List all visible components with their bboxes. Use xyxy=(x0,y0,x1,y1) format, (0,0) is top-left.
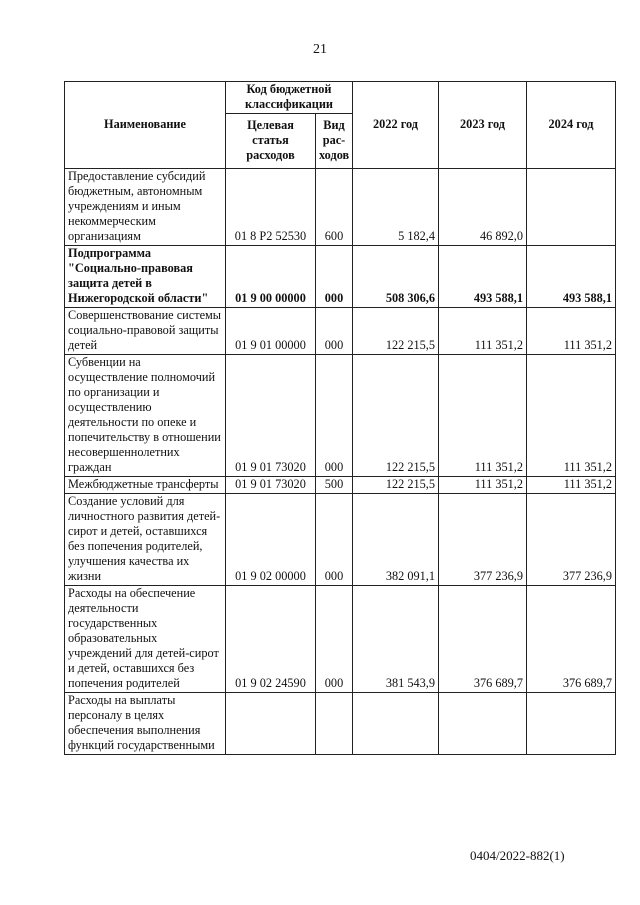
row-expense-type: 000 xyxy=(316,494,353,586)
row-expense-type xyxy=(316,693,353,755)
row-name: Расходы на выплаты персоналу в целях обеспечения выполнения функций государственными xyxy=(65,693,226,755)
header-code-group: Код бюджетной классификации xyxy=(226,82,353,114)
table-row xyxy=(65,586,616,693)
table-row xyxy=(65,246,616,308)
row-target-article: 01 9 01 00000 xyxy=(226,308,316,355)
row-name: Подпрограмма "Социально-правовая защита детей в Нижегородской области" xyxy=(65,246,226,308)
row-expense-type: 000 xyxy=(316,586,353,693)
budget-table xyxy=(64,81,616,755)
table-row xyxy=(65,477,616,494)
row-2024: 111 351,2 xyxy=(527,308,616,355)
row-target-article: 01 9 01 73020 xyxy=(226,355,316,477)
row-name: Субвенции на осуществление полномочий по организации и осуществлению деятельности по опеке и попечительству в отношении несовершеннолетних граждан xyxy=(65,355,226,477)
row-2023: 111 351,2 xyxy=(439,308,527,355)
row-2022: 5 182,4 xyxy=(353,169,439,246)
row-2024: 111 351,2 xyxy=(527,477,616,494)
row-name: Совершенствование системы социально-правовой защиты детей xyxy=(65,308,226,355)
header-2022: 2022 год xyxy=(353,82,439,169)
header-target-article: Целевая статья расходов xyxy=(226,114,316,169)
row-target-article: 01 9 00 00000 xyxy=(226,246,316,308)
header-2024: 2024 год xyxy=(527,82,616,169)
table-row xyxy=(65,308,616,355)
row-2022: 122 215,5 xyxy=(353,477,439,494)
row-2023 xyxy=(439,693,527,755)
row-2023: 493 588,1 xyxy=(439,246,527,308)
row-2022 xyxy=(353,693,439,755)
table-row xyxy=(65,494,616,586)
row-name: Расходы на обеспечение деятельности государственных образовательных учреждений для детей-сирот и детей, оставшихся без попечения родителей xyxy=(65,586,226,693)
row-target-article: 01 8 P2 52530 xyxy=(226,169,316,246)
row-target-article: 01 9 02 24590 xyxy=(226,586,316,693)
row-2023: 111 351,2 xyxy=(439,355,527,477)
row-name: Предоставление субсидий бюджетным, автономным учреждениям и иным некоммерческим организациям xyxy=(65,169,226,246)
header-expense-type: Вид рас-ходов xyxy=(316,114,353,169)
header-name: Наименование xyxy=(65,82,226,169)
row-expense-type: 600 xyxy=(316,169,353,246)
row-target-article: 01 9 01 73020 xyxy=(226,477,316,494)
row-expense-type: 500 xyxy=(316,477,353,494)
row-2024: 493 588,1 xyxy=(527,246,616,308)
row-2024 xyxy=(527,693,616,755)
row-2022: 122 215,5 xyxy=(353,355,439,477)
row-target-article xyxy=(226,693,316,755)
row-2024 xyxy=(527,169,616,246)
row-2024: 377 236,9 xyxy=(527,494,616,586)
table-row xyxy=(65,169,616,246)
row-2023: 46 892,0 xyxy=(439,169,527,246)
page-number: 21 xyxy=(313,42,327,57)
row-2022: 122 215,5 xyxy=(353,308,439,355)
row-expense-type: 000 xyxy=(316,308,353,355)
row-name: Создание условий для личностного развития детей-сирот и детей, оставшихся без попечения родителей, улучшения качества их жизни xyxy=(65,494,226,586)
row-2022: 508 306,6 xyxy=(353,246,439,308)
row-expense-type: 000 xyxy=(316,355,353,477)
row-2023: 377 236,9 xyxy=(439,494,527,586)
table-row xyxy=(65,355,616,477)
row-2022: 381 543,9 xyxy=(353,586,439,693)
row-target-article: 01 9 02 00000 xyxy=(226,494,316,586)
table-row xyxy=(65,693,616,755)
row-2022: 382 091,1 xyxy=(353,494,439,586)
row-2024: 111 351,2 xyxy=(527,355,616,477)
row-name: Межбюджетные трансферты xyxy=(65,477,226,494)
row-2024: 376 689,7 xyxy=(527,586,616,693)
row-2023: 111 351,2 xyxy=(439,477,527,494)
header-2023: 2023 год xyxy=(439,82,527,169)
document-code: 0404/2022-882(1) xyxy=(470,848,565,863)
row-expense-type: 000 xyxy=(316,246,353,308)
row-2023: 376 689,7 xyxy=(439,586,527,693)
